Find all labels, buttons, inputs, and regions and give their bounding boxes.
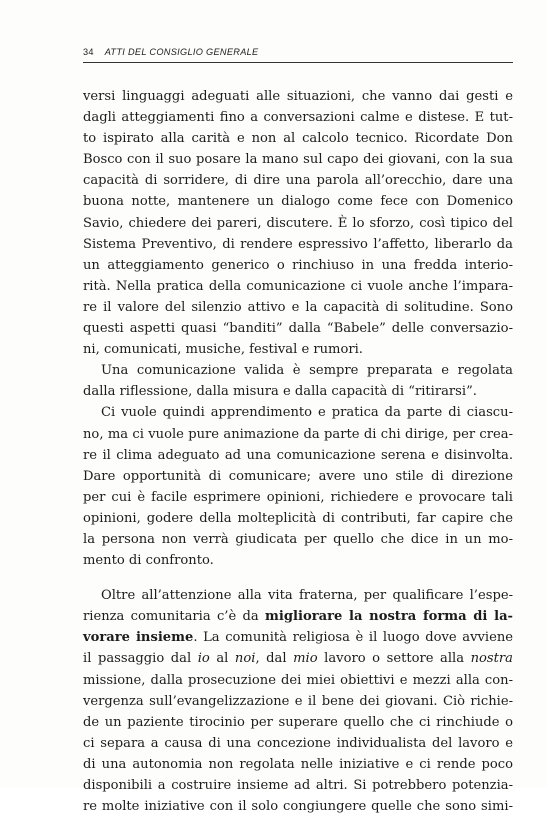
text-line: buona notte, mantenere un dialogo come fece con Domenico	[83, 194, 513, 210]
paragraph-2	[83, 360, 513, 402]
paragraph-1	[83, 86, 513, 360]
text-line: vergenza sull’evangelizzazione e il bene dei giovani. Ciò richie-	[83, 693, 513, 709]
text-line: Savio, chiedere dei pareri, discutere. È lo sforzo, così tipico del	[83, 215, 513, 231]
text-line: Oltre all’attenzione alla vita fraterna, per qualificare l’espe-	[101, 588, 513, 604]
text-line: opinioni, godere della molteplicità di contributi, far capire che	[83, 510, 513, 526]
text-line: Una comunicazione valida è sempre preparata e regolata	[101, 363, 513, 379]
text-line	[83, 627, 513, 648]
text-line: disponibili a costruire insieme ad altri. Si potrebbero potenzia-	[83, 778, 513, 793]
bold-phrase: vorare insieme	[83, 630, 194, 646]
italic-word: nostra	[470, 651, 513, 667]
text-run: . La comunità religiosa è il luogo dove avviene	[193, 630, 513, 646]
italic-word: noi	[234, 651, 256, 667]
text-line: ni, comunicati, musiche, festival e rumori.	[83, 342, 363, 358]
text-run: il passaggio dal	[83, 651, 198, 667]
paragraph-4	[83, 585, 513, 817]
paragraph-spacer	[83, 571, 513, 585]
running-header	[83, 47, 513, 57]
text-line: per cui è facile esprimere opinioni, richiedere e provocare tali	[83, 489, 513, 505]
text-line: re il valore del silenzio attivo e la capacità di solitudine. Sono	[83, 299, 513, 315]
text-line: ci separa a causa di una concezione individualista del lavoro e	[83, 735, 513, 751]
text-line: mento di confronto.	[83, 553, 214, 569]
text-line	[83, 648, 513, 669]
italic-word: io	[197, 651, 210, 667]
page-number: 34	[83, 47, 94, 57]
text-run: rienza comunitaria c’è da	[83, 609, 266, 625]
bold-phrase: migliorare la nostra forma di la-	[265, 609, 513, 625]
text-line: versi linguaggi adeguati alle situazioni, che vanno dai gesti e	[83, 89, 513, 104]
text-line: dagli atteggiamenti fino a conversazioni calme e distese. E tut-	[83, 110, 513, 126]
text-line: Sistema Preventivo, di rendere espressivo l’affetto, liberarlo da	[83, 236, 513, 252]
text-line: capacità di sorridere, di dire una parola all’orecchio, dare una	[83, 173, 513, 189]
body-text	[83, 86, 513, 817]
text-line: to ispirato alla carità e non al calcolo tecnico. Ricordate Don	[83, 131, 513, 147]
text-line: dalla riflessione, dalla misura e dalla capacità di “ritirarsi”.	[83, 384, 477, 400]
text-line: no, ma ci vuole pure animazione da parte di chi dirige, per crea-	[83, 426, 513, 442]
text-line: re molte iniziative con il solo congiungere quelle che sono simi-	[83, 799, 513, 815]
text-line	[83, 606, 513, 627]
text-line: la persona non verrà giudicata per quello che dice in un mo-	[83, 531, 513, 547]
running-title: ATTI DEL CONSIGLIO GENERALE	[104, 47, 259, 57]
italic-word: mio	[293, 651, 318, 667]
text-line: di una autonomia non regolata nelle iniziative e ci rende poco	[83, 756, 513, 772]
text-line: rità. Nella pratica della comunicazione ci vuole anche l’impara-	[83, 278, 513, 294]
text-line: de un paziente tirocinio per superare quello che ci rinchiude o	[83, 714, 513, 730]
header-rule	[83, 62, 513, 63]
text-run: al	[209, 651, 235, 667]
paragraph-3	[83, 402, 513, 571]
text-line: questi aspetti quasi “banditi” dalla “Babele” delle conversazio-	[83, 321, 513, 337]
text-line: Dare opportunità di comunicare; avere uno stile di direzione	[83, 468, 513, 484]
text-line: Ci vuole quindi apprendimento e pratica da parte di ciascu-	[101, 405, 513, 421]
text-run: , dal	[255, 651, 294, 667]
text-line: missione, dalla prosecuzione dei miei obiettivi e mezzi alla con-	[83, 672, 513, 688]
text-line: Bosco con il suo posare la mano sul capo dei giovani, con la sua	[83, 152, 513, 168]
text-line: re il clima adeguato ad una comunicazione serena e disinvolta.	[83, 447, 513, 463]
text-line: un atteggiamento generico o rinchiuso in una fredda interio-	[83, 257, 513, 273]
text-run: lavoro o settore alla	[317, 651, 471, 667]
